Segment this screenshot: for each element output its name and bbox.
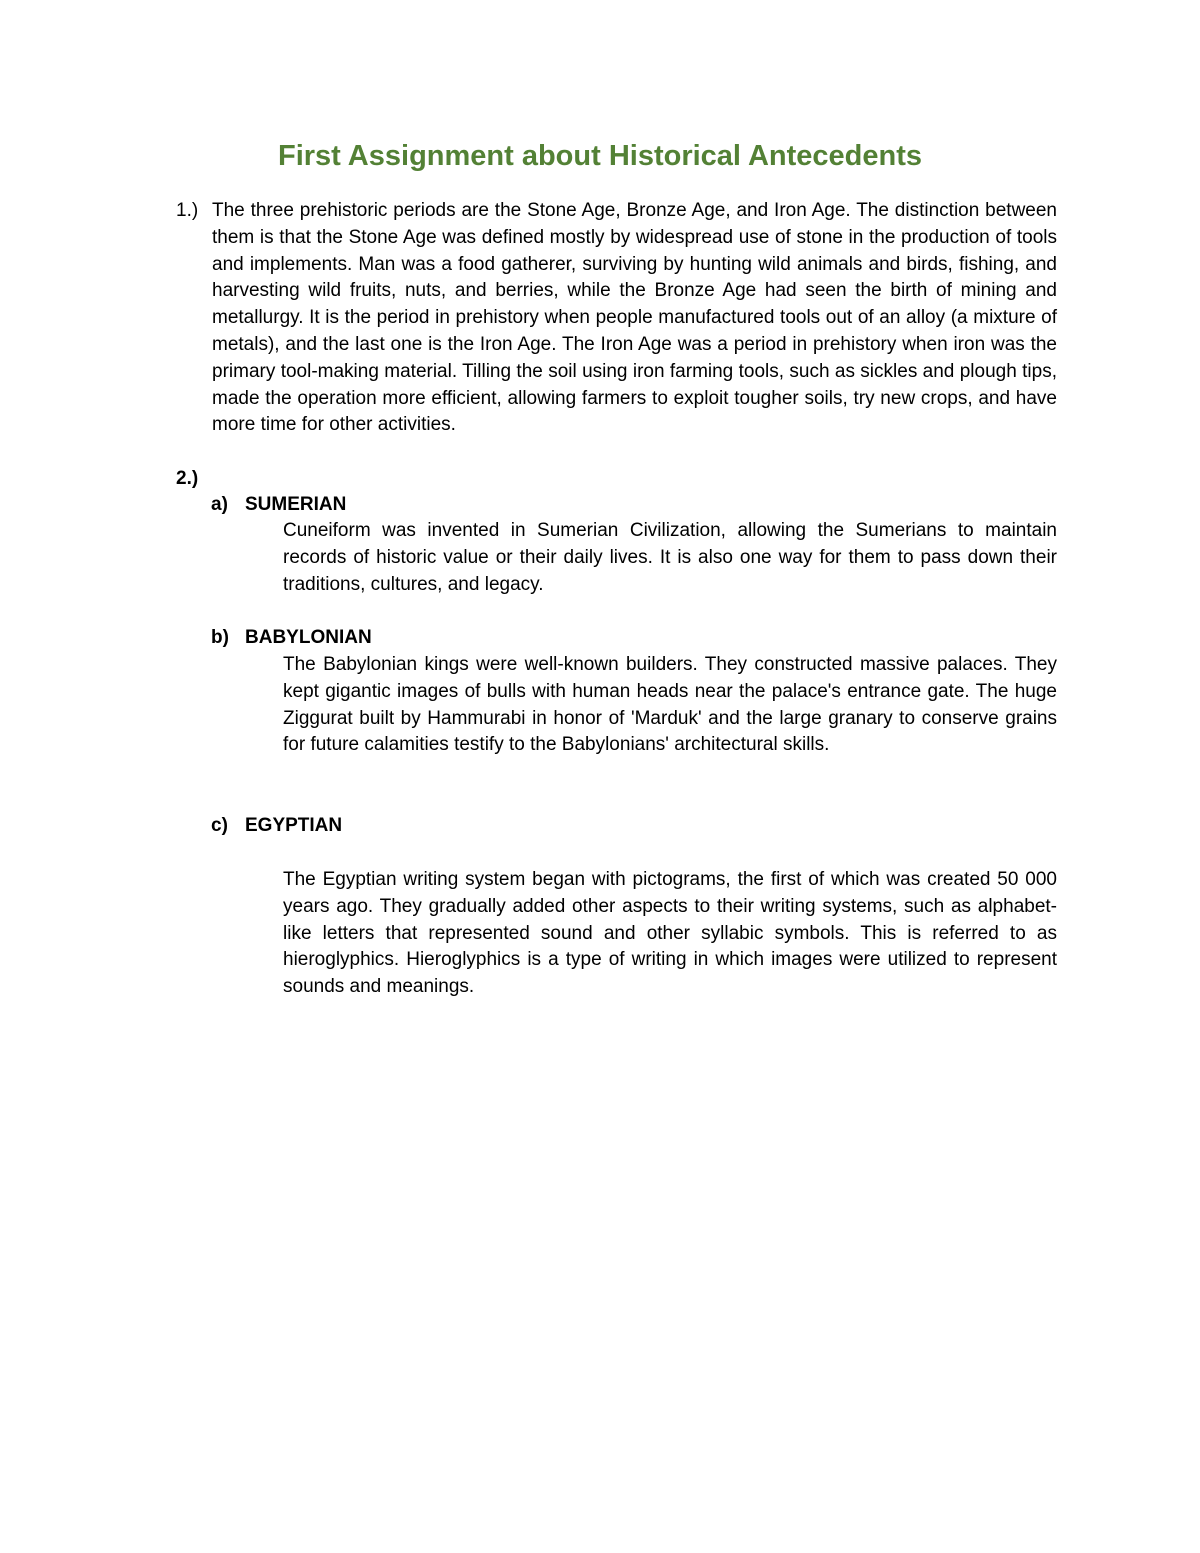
egyptian-letter: c) xyxy=(211,815,228,836)
babylonian-title: BABYLONIAN xyxy=(245,627,372,648)
sumerian-letter: a) xyxy=(211,494,228,515)
babylonian-letter: b) xyxy=(211,627,229,648)
egyptian-heading xyxy=(211,813,342,840)
sumerian-heading xyxy=(211,492,346,519)
babylonian-text: The Babylonian kings were well-known builders. They constructed massive palaces. They kept gigantic images of bulls with human heads near the palace's entrance gate. The huge Ziggurat built by Hammurabi in honor of 'Marduk' and the large granary to conserve grains for future calamities testify to the Babylonians' architectural skills. xyxy=(283,654,1057,756)
question-1-number: 1.) xyxy=(176,200,199,221)
babylonian-heading xyxy=(211,625,372,652)
question-2-number: 2.) xyxy=(176,468,199,489)
egyptian-text: The Egyptian writing system began with pictograms, the first of which was created 50 000 years ago. They gradually added other aspects to their writing systems, such as alphabet-like letters that represented sound and other syllabic symbols. This is referred to as hieroglyphics. Hieroglyphics is a type of writing in which images were utilized to represent sounds and meanings. xyxy=(283,869,1057,998)
sumerian-text: Cuneiform was invented in Sumerian Civilization, allowing the Sumerians to maintain records of historic value or their daily lives. It is also one way for them to pass down their traditions, cultures, and legacy. xyxy=(283,520,1057,595)
sumerian-title: SUMERIAN xyxy=(245,494,347,515)
page-title: First Assignment about Historical Antecedents xyxy=(277,140,923,172)
egyptian-title: EGYPTIAN xyxy=(245,815,343,836)
question-1-answer: The three prehistoric periods are the Stone Age, Bronze Age, and Iron Age. The distinction between them is that the Stone Age was defined mostly by widespread use of stone in the production of tools and implements. Man was a food gatherer, surviving by hunting wild animals and birds, fishing, and harvesting wild fruits, nuts, and berries, while the Bronze Age had seen the birth of mining and metallurgy. It is the period in prehistory when people manufactured tools out of an alloy (a mixture of metals), and the last one is the Iron Age. The Iron Age was a period in prehistory when iron was the primary tool-making material. Tilling the soil using iron farming tools, such as sickles and plough tips, made the operation more efficient, allowing farmers to exploit tougher soils, try new crops, and have more time for other activities. xyxy=(212,200,1057,436)
